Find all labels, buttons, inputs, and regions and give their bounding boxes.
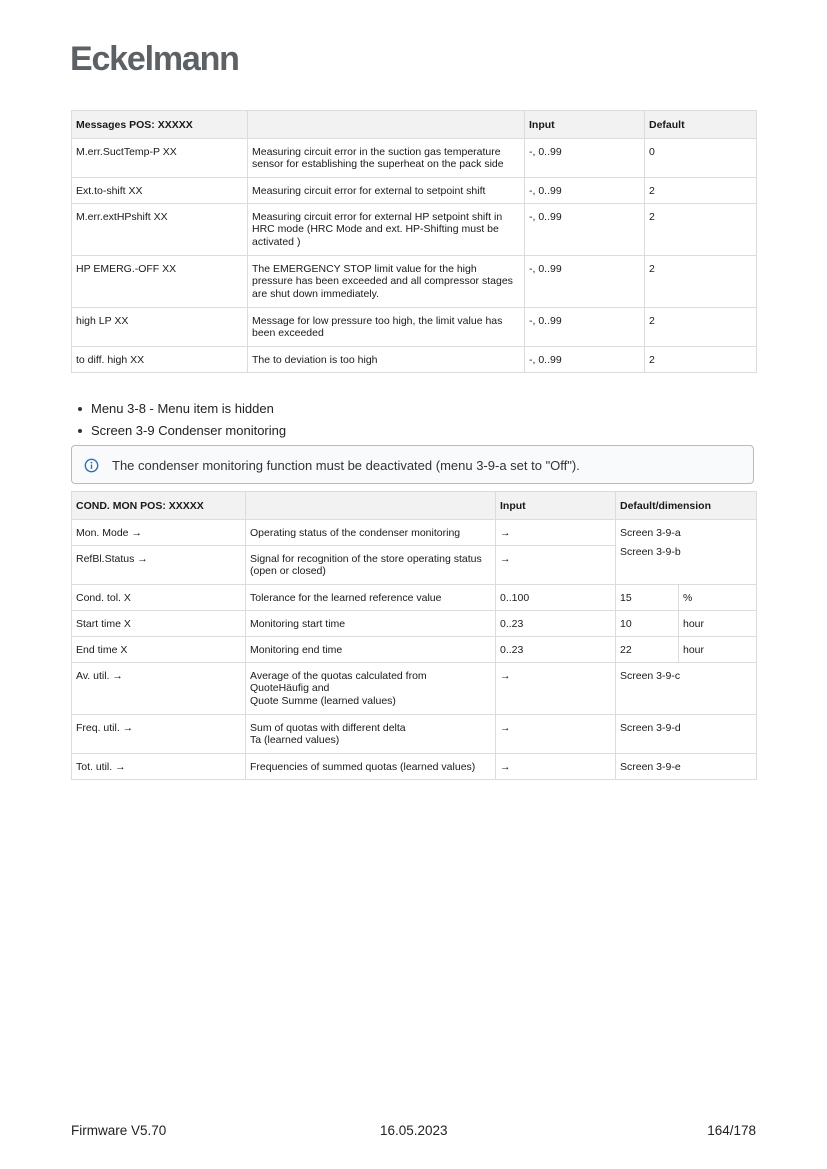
table-cell: Sum of quotas with different delta Ta (learned values) [246,714,496,753]
table-cell: Screen 3-9-d [616,714,757,753]
table-row [72,138,757,177]
table-cell: End time X [72,636,246,662]
table-cell: RefBl.Status → [72,545,246,584]
table-cell: Screen 3-9-a [616,519,757,545]
table-header-row [72,111,757,139]
table-cell: 0..23 [496,610,616,636]
table-cell: Monitoring end time [246,636,496,662]
table-cell: % [679,584,757,610]
table-row [72,714,757,753]
table-cell: Measuring circuit error for external HP setpoint shift in HRC mode (HRC Mode and ext. HP-Shifting must be activated ) [248,203,525,255]
table-cell: -, 0..99 [525,346,645,372]
table-cell: 0..23 [496,636,616,662]
table-cell: M.err.SuctTemp-P XX [72,138,248,177]
table-cell: hour [679,636,757,662]
footer-page-number: 164/178 [707,1123,756,1138]
table-cell: Operating status of the condenser monitoring [246,519,496,545]
table-cell: → [496,753,616,779]
header-cell: Messages POS: XXXXX [72,111,248,139]
header-cell [246,492,496,520]
table-row [72,519,757,545]
table-row [72,177,757,203]
table-cell: to diff. high XX [72,346,248,372]
footer-date: 16.05.2023 [380,1123,448,1138]
table-row [72,662,757,714]
table-cell: Measuring circuit error for external to setpoint shift [248,177,525,203]
table-cell: Tot. util. → [72,753,246,779]
table-cell: 15 [616,584,679,610]
table-cell: -, 0..99 [525,307,645,346]
bullet-list [72,398,286,442]
table-cell: high LP XX [72,307,248,346]
table-cell: 2 [645,203,757,255]
header-cell [248,111,525,139]
table-cell: M.err.extHPshift XX [72,203,248,255]
info-note [71,445,754,484]
table-cell: 2 [645,307,757,346]
table-cell: 2 [645,177,757,203]
table-cell: hour [679,610,757,636]
bullet-item: Screen 3-9 Condenser monitoring [72,420,286,442]
table-cell: Freq. util. → [72,714,246,753]
table-cell: -, 0..99 [525,138,645,177]
table-header-row [72,492,757,520]
condenser-monitoring-table [71,491,757,780]
table-cell: The to deviation is too high [248,346,525,372]
header-cell: Input [525,111,645,139]
table-cell: Screen 3-9-e [616,753,757,779]
table-cell: -, 0..99 [525,177,645,203]
table-row [72,255,757,307]
table-cell: → [496,545,616,584]
header-cell: Default [645,111,757,139]
table-cell: Cond. tol. X [72,584,246,610]
table-cell: → [496,714,616,753]
table-row [72,636,757,662]
table-cell: Frequencies of summed quotas (learned values) [246,753,496,779]
table-cell: 0 [645,138,757,177]
table-cell: Av. util. → [72,662,246,714]
table-cell: Measuring circuit error in the suction gas temperature sensor for establishing the superheat on the pack side [248,138,525,177]
table-cell: → [496,519,616,545]
table-row [72,753,757,779]
table-cell: HP EMERG.-OFF XX [72,255,248,307]
table-row [72,584,757,610]
table-cell: Monitoring start time [246,610,496,636]
table-cell: Average of the quotas calculated from QuoteHäufig and Quote Summe (learned values) [246,662,496,714]
table-row [72,610,757,636]
table-row [72,346,757,372]
table-cell: Tolerance for the learned reference value [246,584,496,610]
header-cell: COND. MON POS: XXXXX [72,492,246,520]
messages-table [71,110,757,373]
bullet-item: Menu 3-8 - Menu item is hidden [72,398,286,420]
table-cell: -, 0..99 [525,203,645,255]
table-cell: Signal for recognition of the store operating status (open or closed) [246,545,496,584]
header-cell: Default/dimension [616,492,757,520]
table-cell: Screen 3-9-c [616,662,757,714]
footer-firmware: Firmware V5.70 [71,1123,167,1138]
eckelmann-logo: Eckelmann [70,40,239,78]
table-cell: 2 [645,255,757,307]
note-text: The condenser monitoring function must be deactivated (menu 3-9-a set to "Off"). [112,458,580,473]
table-cell: Ext.to-shift XX [72,177,248,203]
table-cell: -, 0..99 [525,255,645,307]
table-cell: → [496,662,616,714]
table-cell: Message for low pressure too high, the limit value has been exceeded [248,307,525,346]
table-row [72,203,757,255]
info-icon [84,458,99,473]
table-cell: 22 [616,636,679,662]
table-cell: 2 [645,346,757,372]
table-row [72,307,757,346]
table-cell: 0..100 [496,584,616,610]
table-row [72,545,757,584]
table-cell: The EMERGENCY STOP limit value for the high pressure has been exceeded and all compressor stages are shut down immediately. [248,255,525,307]
table-cell: Mon. Mode → [72,519,246,545]
header-cell: Input [496,492,616,520]
table-cell: 10 [616,610,679,636]
table-cell: Screen 3-9-b [616,545,757,584]
table-cell: Start time X [72,610,246,636]
